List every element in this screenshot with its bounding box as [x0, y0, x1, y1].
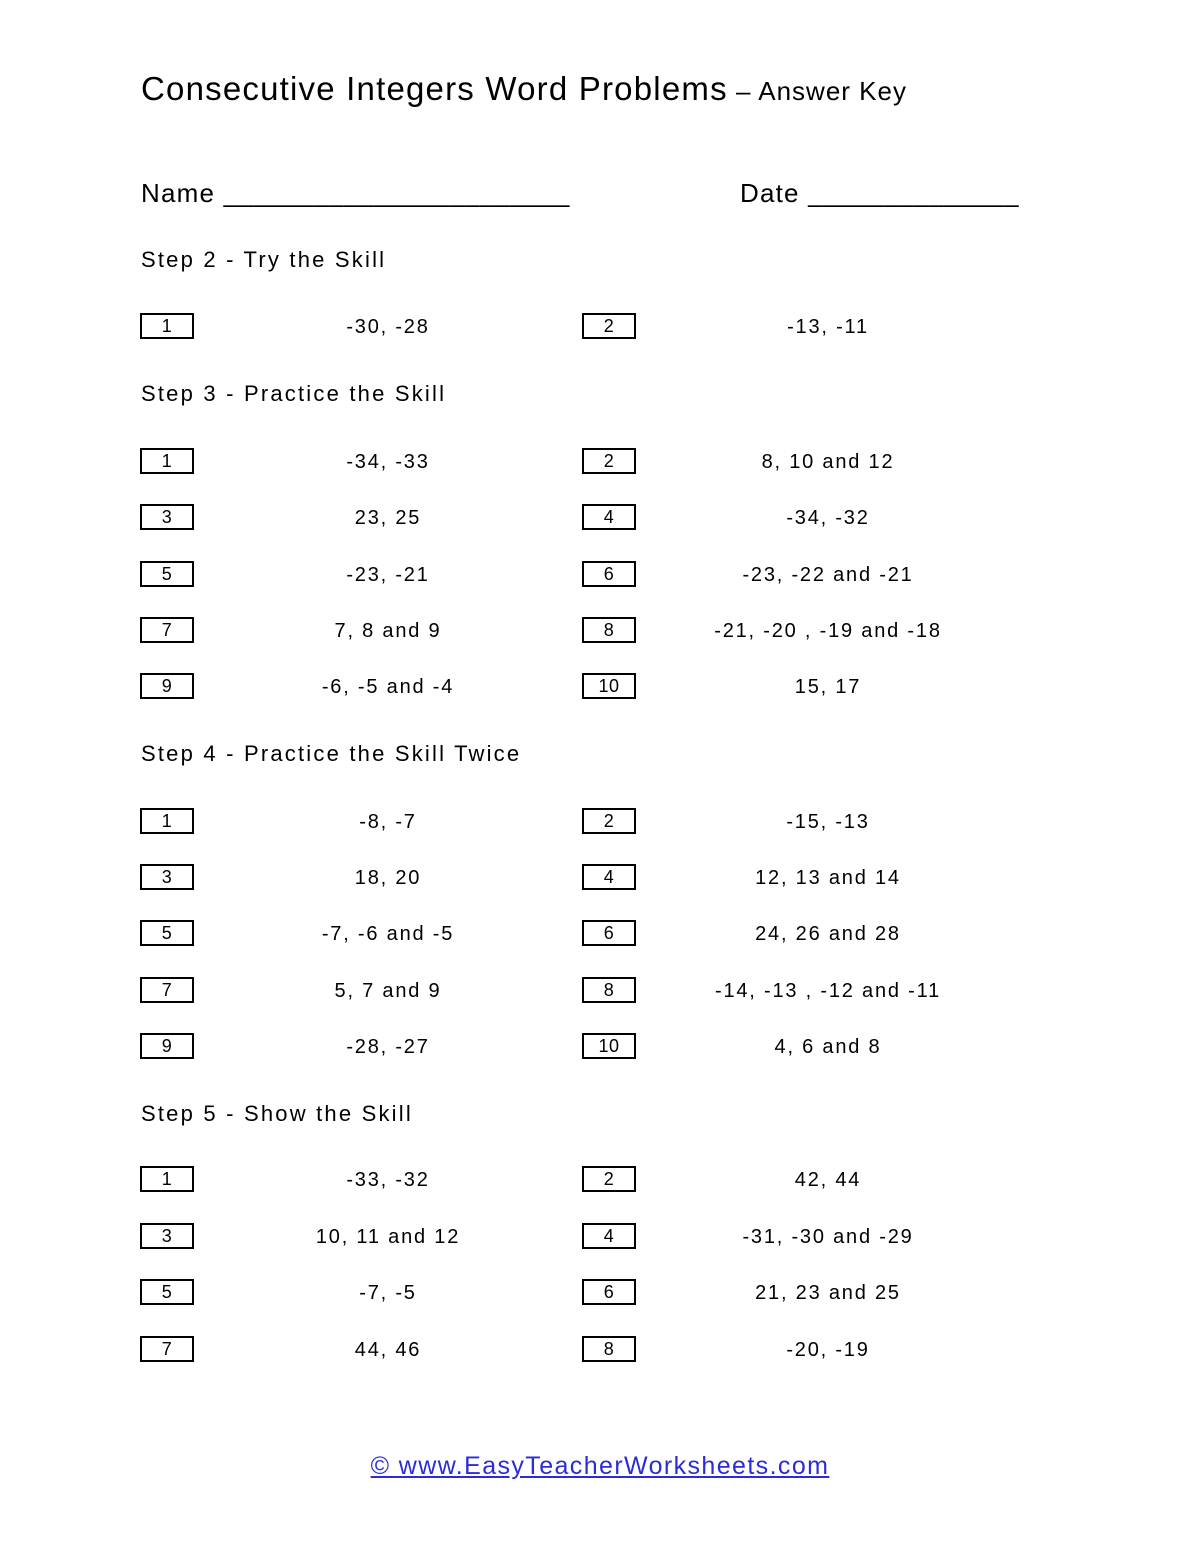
question-number: 3	[140, 864, 194, 890]
question-number: 1	[140, 448, 194, 474]
answer-text: -21, -20 , -19 and -18	[714, 620, 942, 642]
question-number: 5	[140, 561, 194, 587]
answer-text: -33, -32	[346, 1169, 430, 1191]
answer-text: -31, -30 and -29	[742, 1226, 914, 1248]
answer-text: 42, 44	[794, 1169, 862, 1191]
question-number: 10	[582, 1033, 636, 1059]
question-number: 6	[582, 920, 636, 946]
question-number: 1	[140, 808, 194, 834]
question-number: 4	[582, 1223, 636, 1249]
question-number: 10	[582, 673, 636, 699]
answer-text: -8, -7	[359, 811, 417, 833]
answer-text: 44, 46	[354, 1339, 422, 1361]
question-number: 2	[582, 1166, 636, 1192]
answer-text: -23, -22 and -21	[742, 564, 914, 586]
question-number: 8	[582, 617, 636, 643]
question-number: 1	[140, 313, 194, 339]
answer-text: -34, -33	[346, 451, 430, 473]
question-number: 3	[140, 1223, 194, 1249]
answer-text: 15, 17	[794, 676, 862, 698]
answer-text: 21, 23 and 25	[755, 1282, 901, 1304]
answer-text: 7, 8 and 9	[334, 620, 442, 642]
name-label: Name	[141, 178, 216, 208]
answer-text: 8, 10 and 12	[761, 451, 895, 473]
name-field	[141, 178, 570, 209]
answer-text: -28, -27	[346, 1036, 430, 1058]
question-number: 4	[582, 504, 636, 530]
answer-text: -30, -28	[346, 316, 430, 338]
question-number: 6	[582, 561, 636, 587]
title-subtitle: – Answer Key	[727, 76, 907, 106]
answer-text: -34, -32	[786, 507, 870, 529]
answer-text: -6, -5 and -4	[321, 676, 455, 698]
answer-text: 5, 7 and 9	[334, 980, 442, 1002]
date-line: ______________	[808, 178, 1020, 208]
answer-text: 18, 20	[354, 867, 422, 889]
website-link[interactable]: © www.EasyTeacherWorksheets.com	[370, 1452, 830, 1480]
question-number: 6	[582, 1279, 636, 1305]
page-title	[141, 70, 907, 108]
date-label: Date	[740, 178, 800, 208]
question-number: 7	[140, 617, 194, 643]
answer-text: -13, -11	[787, 316, 869, 338]
name-line: _______________________	[223, 178, 570, 208]
question-number: 8	[582, 977, 636, 1003]
question-number: 7	[140, 1336, 194, 1362]
answer-text: 12, 13 and 14	[755, 867, 901, 889]
answer-text: 23, 25	[354, 507, 422, 529]
answer-text: -7, -6 and -5	[321, 923, 455, 945]
answer-text: -23, -21	[346, 564, 430, 586]
answer-text: 24, 26 and 28	[755, 923, 901, 945]
answer-text: 10, 11 and 12	[315, 1226, 461, 1248]
section-heading: Step 5 - Show the Skill	[141, 1101, 413, 1126]
question-number: 2	[582, 448, 636, 474]
question-number: 5	[140, 920, 194, 946]
question-number: 2	[582, 808, 636, 834]
answer-text: -14, -13 , -12 and -11	[714, 980, 941, 1002]
section-heading: Step 2 - Try the Skill	[141, 247, 387, 272]
section-heading: Step 4 - Practice the Skill Twice	[141, 741, 522, 766]
answer-text: -20, -19	[786, 1339, 870, 1361]
section-heading: Step 3 - Practice the Skill	[141, 381, 447, 406]
answer-text: -15, -13	[786, 811, 870, 833]
answer-text: 4, 6 and 8	[774, 1036, 882, 1058]
question-number: 2	[582, 313, 636, 339]
footer	[0, 1452, 1200, 1481]
question-number: 9	[140, 1033, 194, 1059]
title-main: Consecutive Integers Word Problems	[141, 70, 728, 107]
answer-text: -7, -5	[359, 1282, 417, 1304]
date-field	[740, 178, 1019, 209]
question-number: 4	[582, 864, 636, 890]
question-number: 5	[140, 1279, 194, 1305]
question-number: 8	[582, 1336, 636, 1362]
question-number: 7	[140, 977, 194, 1003]
question-number: 1	[140, 1166, 194, 1192]
question-number: 9	[140, 673, 194, 699]
question-number: 3	[140, 504, 194, 530]
